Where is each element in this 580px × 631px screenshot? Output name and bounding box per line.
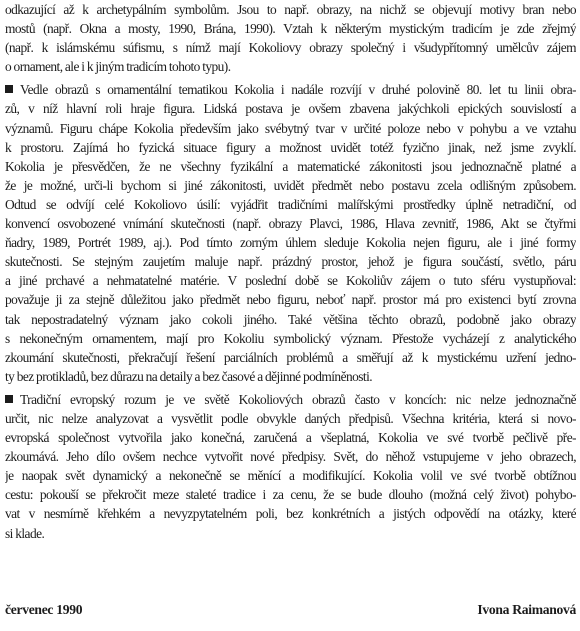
paragraph [5, 0, 576, 76]
line-text: (např. k islámskému súfismu, s nímž mají Kokoliovy obrazy společný i všudypřítomný umělcův zájem [5, 40, 576, 56]
line-text: významů. Figuru chápe Kokolia především jako svébytný tvar v určité poloze nebo v pohybu a ve vztahu [5, 120, 576, 136]
text-line [5, 310, 576, 329]
line-text: zkoumání skutečnosti, překračují řešení parciálních problémů a směřují až k mystickému uzření jedno- [5, 349, 576, 365]
text-line [5, 367, 576, 386]
date-line: červenec 1990 [5, 602, 83, 617]
text-line [5, 409, 576, 428]
text-line [5, 447, 576, 466]
line-text: s nekonečným ornamentem, mají pro Kokoliu symbolický význam. Přestože vycházejí z analytického [5, 330, 576, 346]
line-text: Kokolia je přesvědčen, že ne všechny fyzikální a matematické zákonitosti jsou jednoznačně platné a [5, 158, 576, 174]
text-line [5, 57, 576, 76]
text-line [5, 176, 576, 195]
text-line [5, 329, 576, 348]
line-text: zkoumává. Jeho dílo ovšem nechce vytvořit nové předpisy. Svět, do něhož vstupujeme v jeho obrazech, [5, 449, 576, 465]
text-line [5, 195, 576, 214]
line-text: o ornament, ale i k jiným tradicím tohoto typu). [5, 59, 231, 75]
line-text: cestu: pokouší se překročit meze staleté tradice i za cenu, že se bude dlouho (možná celý život) pohybo- [5, 487, 576, 503]
text-line [5, 428, 576, 447]
line-text: tak nepostradatelný význam jako cokoli jiného. Také většina těchto obrazů, podobně jako obrazy [5, 311, 576, 327]
text-line [5, 524, 576, 543]
signature-footer [5, 602, 576, 618]
line-text: mostů (např. Okna a mosty, 1990, Brána, 1990). Vztah k některým mystickým tradicím je zde zřejmý [5, 21, 576, 37]
text-line [5, 99, 576, 118]
line-text: že je možné, urči-li bychom si jiné zákonitosti, uvidět předmět nebo postavu zcela odlišným způsobem. [5, 177, 576, 193]
text-line [5, 348, 576, 367]
line-text: ty bez protikladů, bez důrazu na detaily a bez časové a dějinné podmíněnosti. [5, 368, 373, 384]
text-line [5, 271, 576, 290]
author-name: Ivona Raimanová [477, 602, 576, 617]
text-line [5, 485, 576, 504]
text-line [5, 19, 576, 38]
line-text: určit, nic nelze analyzovat a vysvětlit podle obvykle daných předpisů. Všechna kritéria, která si novo- [5, 410, 576, 426]
line-text: je naopak svět dynamický a nekonečně se měnící a modifikující. Kokolia volil ve své tvorbě obtížnou [5, 468, 576, 484]
paragraph [5, 390, 576, 543]
line-text: skutečnosti. Se stejným zaujetím maluje např. prázdný prostor, jehož je figura součástí, světlo, páru [5, 254, 576, 270]
line-text: ňadry, 1989, Portrét 1989, aj.). Pod tímto zorným úhlem sleduje Kokolia nejen figuru, ale i jiné formy [5, 235, 576, 251]
line-text: Vedle obrazů s ornamentální tematikou Kokolia i nadále rozvíjí v druhé polovině 80. let tu linii obra- [20, 82, 576, 98]
text-line [5, 80, 576, 99]
text-line [5, 119, 576, 138]
article-body [5, 0, 576, 543]
text-line [5, 214, 576, 233]
text-line [5, 233, 576, 252]
line-text: evropská společnost vytvořila jako konečná, zaručená a všeplatná, Kokolia ve své tvorbě pečlivě pře- [5, 430, 576, 446]
text-line [5, 0, 576, 19]
line-text: k prostoru. Zajímá ho fyzická situace figury a možnost uvidět totéž fyzično jinak, než jsme zvyklí. [5, 139, 576, 155]
line-text: a jiné prchavé a nehmatatelné matérie. V poslední době se Kokoliův zájem o tuto sféru vystupňoval: [5, 273, 576, 289]
square-bullet-icon [5, 395, 13, 403]
text-line [5, 38, 576, 57]
text-line [5, 157, 576, 176]
line-text: považuje ji za stejně důležitou jako předmět nebo figuru, neboť např. prostor má pro existenci bytí zrovna [5, 292, 576, 308]
text-line [5, 252, 576, 271]
text-line [5, 290, 576, 309]
text-line [5, 504, 576, 523]
square-bullet-icon [5, 85, 13, 93]
text-line [5, 390, 576, 409]
text-line [5, 138, 576, 157]
line-text: odkazující až k archetypálním symbolům. Jsou to např. obrazy, na nichž se objevují motivy bran nebo [5, 2, 576, 17]
line-text: si klade. [5, 525, 45, 541]
line-text: zů, v níž hlavní roli hraje figura. Lidská postava je ovšem zbavena jakýchkoli epických souvislostí a [5, 101, 576, 117]
line-text: Odtud se odvíjí celé Kokoliovo úsilí: vyjádřit tradičními malířskými prostředky úplně netradiční, od [5, 196, 576, 212]
line-text: konvencí osvobozené vnímání skutečnosti (např. obrazy Plavci, 1986, Hlava zevnitř, 1986, Akt se čtyřmi [5, 216, 576, 232]
line-text: Tradiční evropský rozum je ve světě Kokoliových obrazů často v koncích: nic nelze jednoznačně [20, 391, 576, 407]
line-text: vat v nesmírně křehkém a nevyzpytatelném poli, bez konkrétních a jistých odpovědí na otázky, které [5, 506, 576, 522]
text-line [5, 466, 576, 485]
paragraph [5, 80, 576, 386]
